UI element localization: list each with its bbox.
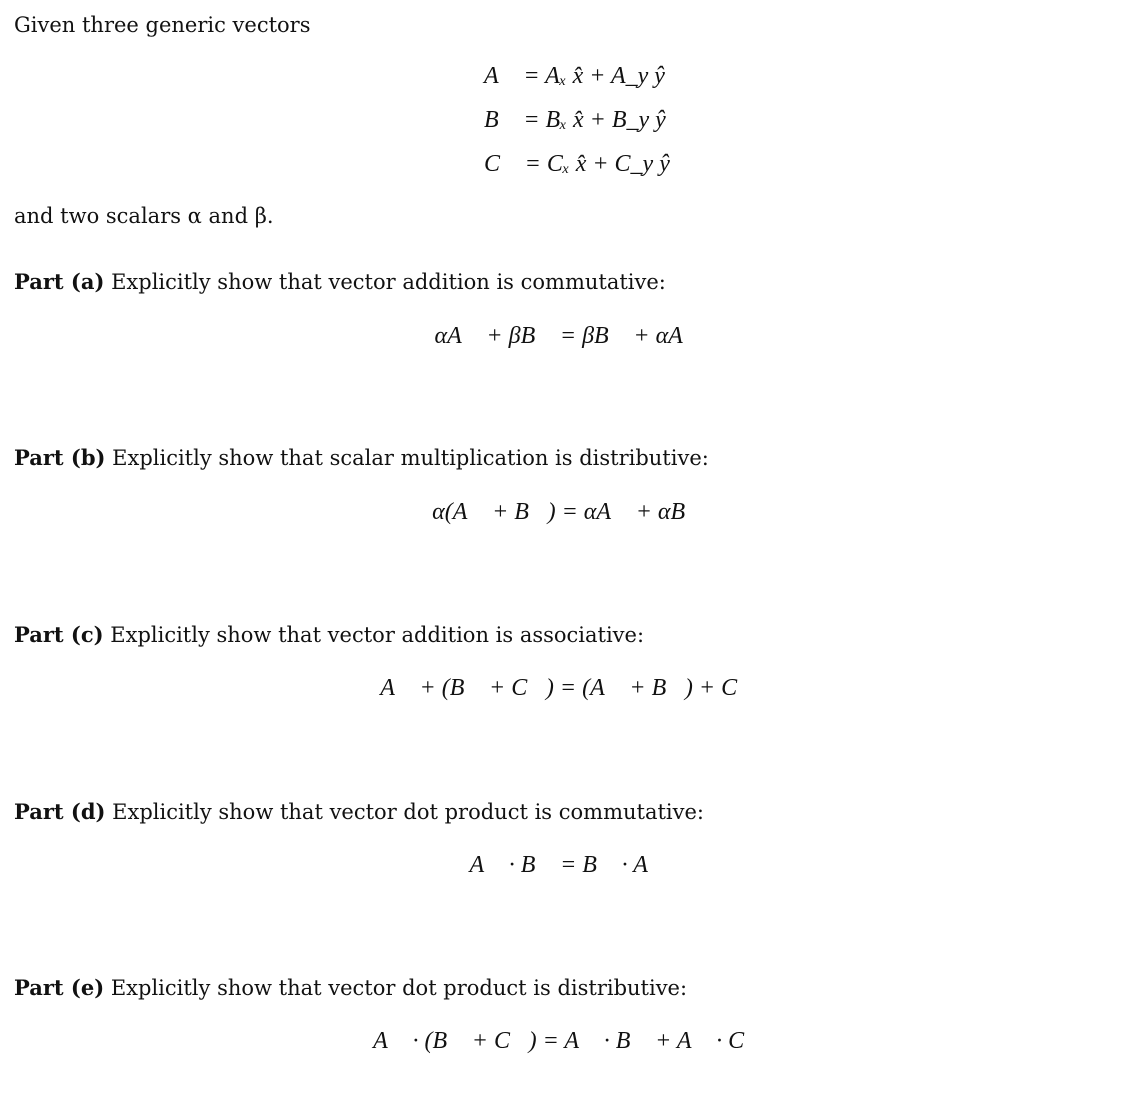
part-b-text: Explicitly show that scalar multiplication is distributive:: [112, 446, 709, 470]
part-a-statement: [14, 269, 666, 295]
part-d-equation: A⃗ · B⃗ = B⃗ · A⃗: [469, 852, 667, 878]
part-d-label: Part (d): [14, 799, 106, 824]
part-e-equation: A⃗ · (B⃗ + C⃗) = A⃗ · B⃗ + A⃗ · C⃗: [373, 1028, 763, 1054]
part-c-label: Part (c): [14, 622, 104, 647]
part-e-text: Explicitly show that vector dot product is distributive:: [110, 976, 688, 1000]
intro-text: Given three generic vectors: [14, 13, 311, 37]
part-e-statement: [14, 975, 687, 1001]
part-b-equation: α(A⃗ + B⃗) = αA⃗ + αB⃗: [432, 499, 704, 525]
part-c-equation: A⃗ + (B⃗ + C⃗) = (A⃗ + B⃗) + C⃗: [380, 675, 756, 701]
vector-b-definition: B⃗ = Bₓ x̂ + B_y ŷ: [484, 107, 666, 133]
part-a-text: Explicitly show that vector addition is commutative:: [111, 270, 666, 294]
part-e-label: Part (e): [14, 975, 105, 1000]
part-b-label: Part (b): [14, 445, 106, 470]
part-d-statement: [14, 799, 704, 825]
part-a-equation: αA⃗ + βB⃗ = βB⃗ + αA⃗: [434, 323, 702, 349]
part-d-text: Explicitly show that vector dot product is commutative:: [112, 800, 704, 824]
scalars-text: and two scalars α and β.: [14, 204, 274, 228]
part-b-statement: [14, 445, 709, 471]
part-c-text: Explicitly show that vector addition is associative:: [110, 623, 645, 647]
part-a-label: Part (a): [14, 269, 105, 294]
part-c-statement: [14, 622, 644, 648]
vector-c-definition: C⃗ = Cₓ x̂ + C_y ŷ: [484, 151, 670, 177]
vector-a-definition: A⃗ = Aₓ x̂ + A_y ŷ: [484, 63, 665, 89]
